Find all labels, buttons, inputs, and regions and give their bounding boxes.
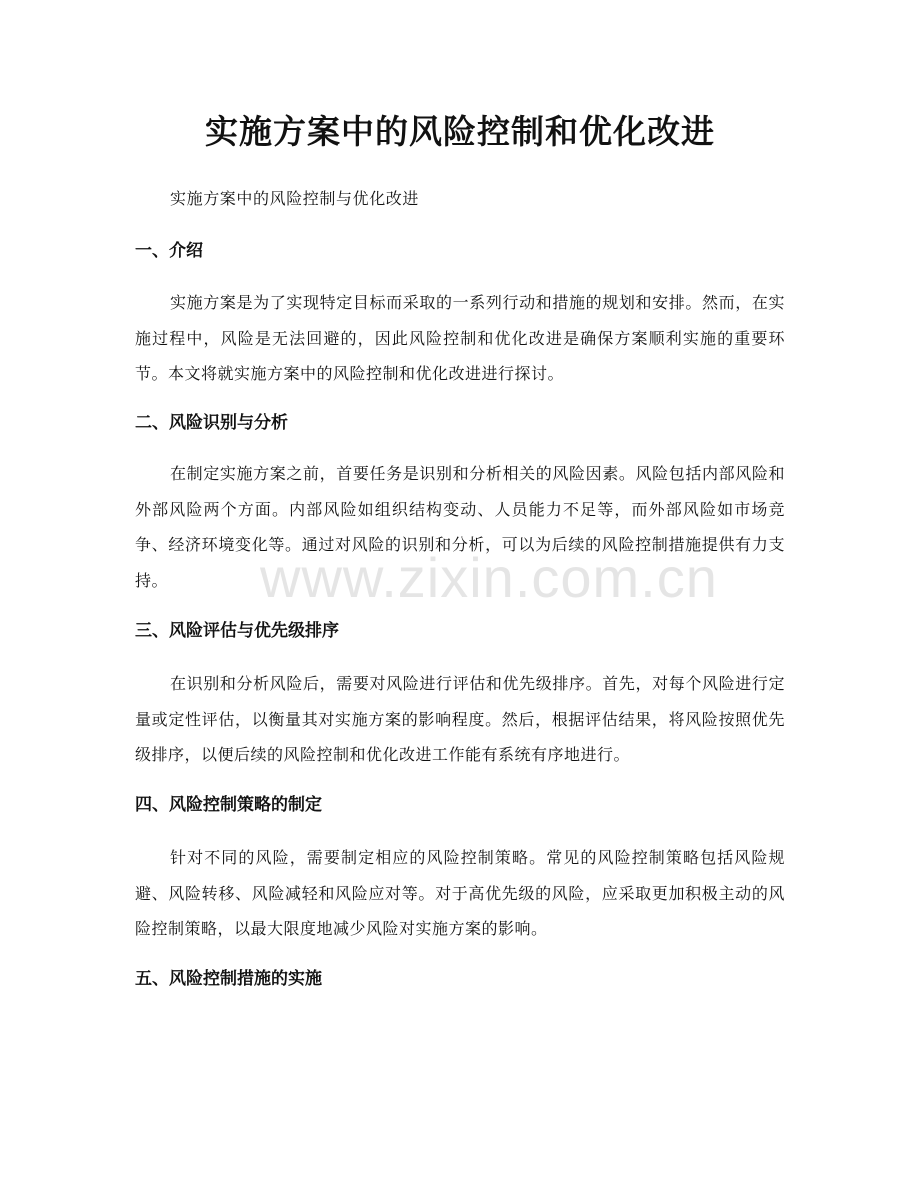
section-body-risk-assessment: 在识别和分析风险后，需要对风险进行评估和优先级排序。首先，对每个风险进行定量或定性评估，以衡量其对实施方案的影响程度。然后，根据评估结果，将风险按照优先级排序，以便后续的风险控制和优化改进工作能有系统有序地进行。 [135,674,785,764]
section-body-intro: 实施方案是为了实现特定目标而采取的一系列行动和措施的规划和安排。然而，在实施过程中，风险是无法回避的，因此风险控制和优化改进是确保方案顺利实施的重要环节。本文将就实施方案中的风险控制和优化改进进行探讨。 [135,293,785,383]
watermark-text: www.zixin.com.cn [260,546,718,609]
document-subtitle: 实施方案中的风险控制与优化改进 [170,189,420,208]
section-body-risk-identification: 在制定实施方案之前，首要任务是识别和分析相关的风险因素。风险包括内部风险和外部风险两个方面。内部风险如组织结构变动、人员能力不足等，而外部风险如市场竞争、经济环境变化等。通过对风险的识别和分析，可以为后续的风险控制措施提供有力支持。 [135,464,785,590]
section-heading-intro: 一、介绍 [135,241,203,261]
document-title: 实施方案中的风险控制和优化改进 [205,112,715,151]
section-heading-risk-assessment: 三、风险评估与优先级排序 [135,621,339,641]
section-heading-risk-identification: 二、风险识别与分析 [135,413,288,433]
section-body-control-strategy: 针对不同的风险，需要制定相应的风险控制策略。常见的风险控制策略包括风险规避、风险转移、风险减轻和风险应对等。对于高优先级的风险，应采取更加积极主动的风险控制策略，以最大限度地减少风险对实施方案的影响。 [135,848,785,938]
section-heading-control-implementation: 五、风险控制措施的实施 [135,969,322,989]
section-heading-control-strategy: 四、风险控制策略的制定 [135,795,322,815]
